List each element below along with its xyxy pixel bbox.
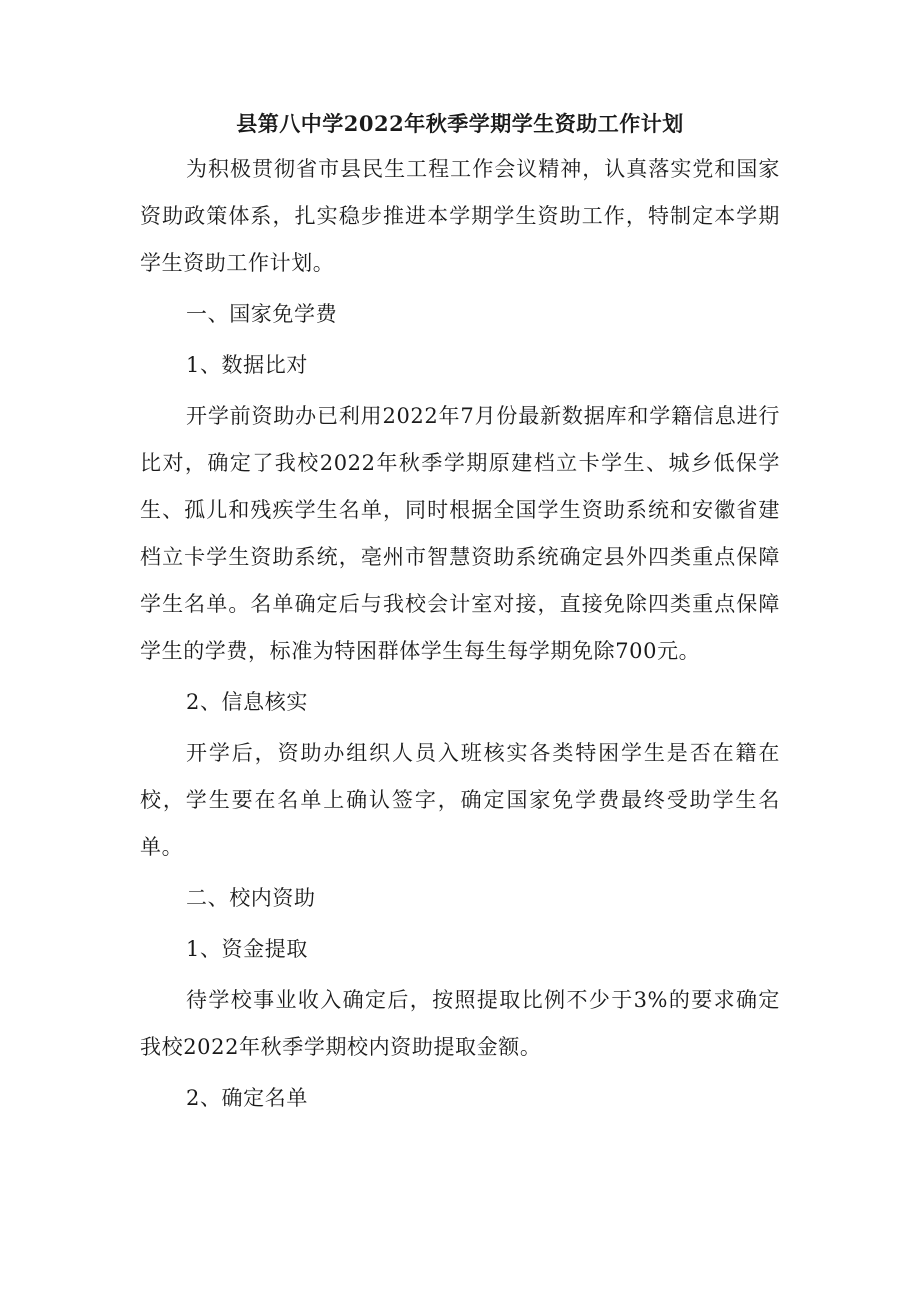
intro-paragraph: 为积极贯彻省市县民生工程工作会议精神，认真落实党和国家资助政策体系，扎实稳步推进本学期学生资助工作，特制定本学期学生资助工作计划。 (140, 157, 780, 275)
section2-item2-heading: 2、确定名单 (186, 1086, 308, 1110)
section2-item1-paragraph: 待学校事业收入确定后，按照提取比例不少于3%的要求确定我校2022年秋季学期校内资助提取金额。 (140, 988, 780, 1059)
section1-heading: 一、国家免学费 (186, 302, 338, 326)
document-page (140, 110, 780, 1122)
section1-item2-paragraph: 开学后，资助办组织人员入班核实各类特困学生是否在籍在校，学生要在名单上确认签字，确定国家免学费最终受助学生名单。 (140, 741, 780, 859)
section1-item1-heading: 1、数据比对 (186, 353, 308, 377)
section1-item1-paragraph: 开学前资助办已利用2022年7月份最新数据库和学籍信息进行比对，确定了我校2022年秋季学期原建档立卡学生、城乡低保学生、孤儿和残疾学生名单，同时根据全国学生资助系统和安徽省建档立卡学生资助系统，亳州市智慧资助系统确定县外四类重点保障学生名单。名单确定后与我校会计室对接，直接免除四类重点保障学生的学费，标准为特困群体学生每生每学期免除700元。 (140, 404, 780, 663)
section2-item1-heading: 1、资金提取 (186, 937, 308, 961)
document-title: 县第八中学2022年秋季学期学生资助工作计划 (236, 111, 684, 136)
section2-heading: 二、校内资助 (186, 886, 316, 910)
section1-item2-heading: 2、信息核实 (186, 690, 308, 714)
